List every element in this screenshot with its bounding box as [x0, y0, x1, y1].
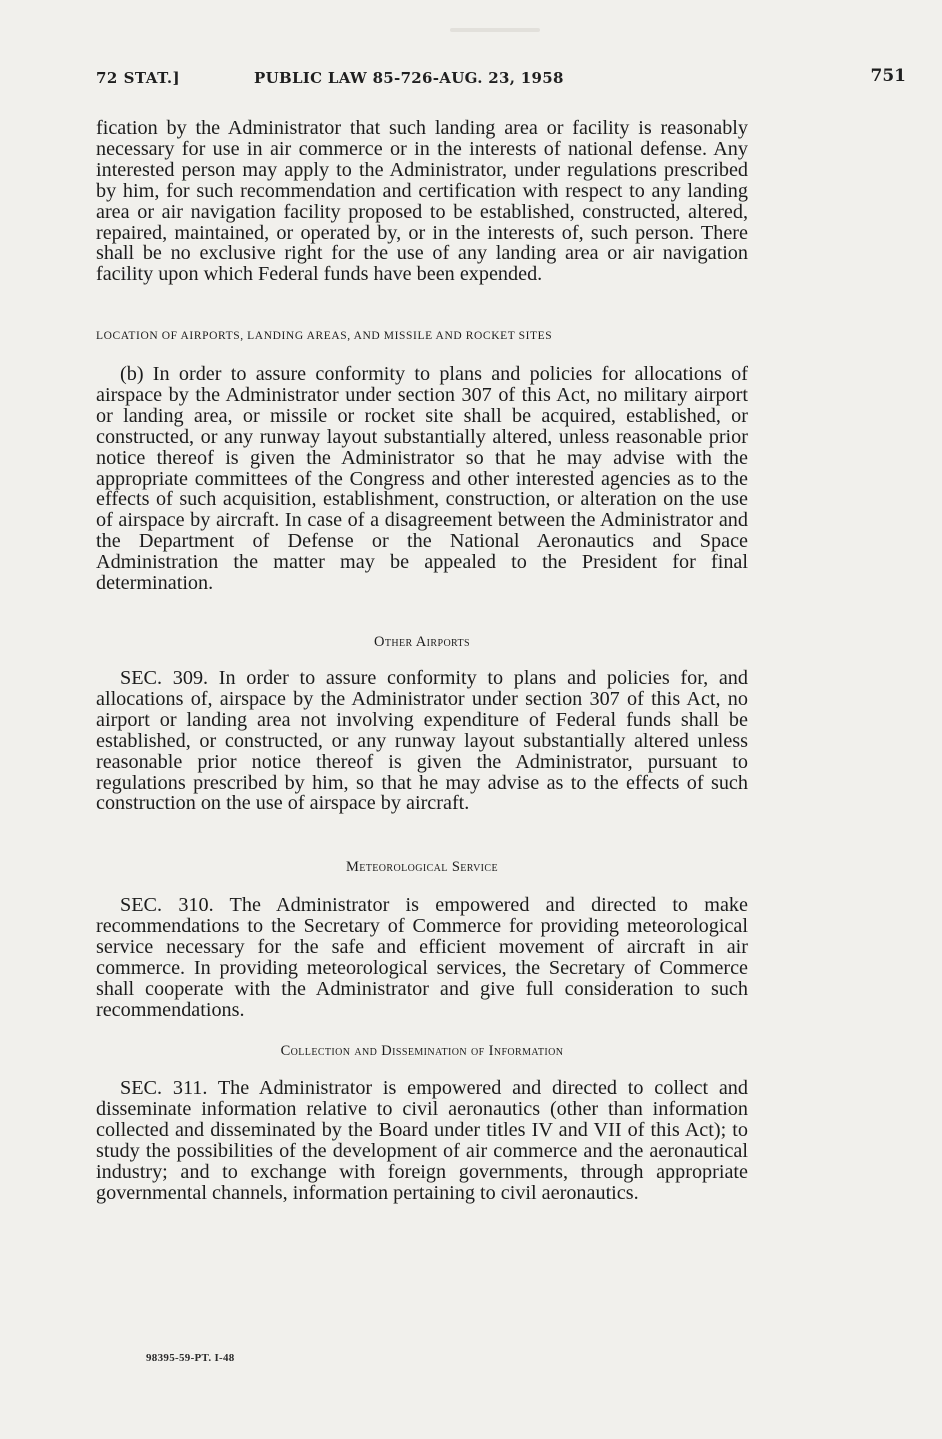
section-309	[96, 668, 748, 814]
heading-collection-dissemination: Collection and Dissemination of Information	[280, 1043, 564, 1059]
section-310	[96, 895, 748, 1020]
section-311	[96, 1078, 748, 1203]
volume-reference: 72 STAT.]	[96, 69, 181, 87]
heading-other-airports: Other Airports	[374, 634, 470, 650]
bleed-through-mark	[450, 28, 540, 32]
page-header	[96, 66, 906, 92]
section-310-text: SEC. 310. The Administrator is empowered and directed to make recommendations to the Secretary of Commerce for providing meteorological service necessary for the safe and efficient movement of aircraft in air commerce. In providing meteorological services, the Secretary of Commerce shall cooperate with the Administrator and give full consideration to such recommendations.	[96, 894, 748, 1021]
paragraph-intro	[96, 118, 748, 285]
section-311-text: SEC. 311. The Administrator is empowered and directed to collect and disseminate information relative to civil aeronautics (other than information collected and disseminated by the Board under titles IV and VII of this Act); to study the possibilities of the development of air commerce and the aeronautical industry; and to exchange with foreign governments, through appropriate governmental channels, information pertaining to civil aeronautics.	[96, 1077, 748, 1204]
heading-location: LOCATION OF AIRPORTS, LANDING AREAS, AND MISSILE AND ROCKET SITES	[96, 330, 553, 342]
paragraph-intro-text: fication by the Administrator that such landing area or facility is reasonably necessary for use in air commerce or in the interests of national defense. Any interested person may apply to the Administrator, under regulations prescribed by him, for such recommendation and certification with respect to any landing area or air navigation facility proposed to be established, constructed, altered, repaired, maintained, or operated by, or in the interests of, such person. There shall be no exclusive right for the use of any landing area or air navigation facility upon which Federal funds have been expended.	[96, 117, 748, 286]
section-309-text: SEC. 309. In order to assure conformity to plans and policies for, and allocations of, airspace by the Administrator under section 307 of this Act, no airport or landing area not involving expenditure of Federal funds shall be established, or constructed, or any runway layout substantially altered unless reasonable prior notice thereof is given the Administrator, pursuant to regulations prescribed by him, so that he may advise as to the effects of such construction on the use of airspace by aircraft.	[96, 667, 748, 815]
law-title: PUBLIC LAW 85-726-AUG. 23, 1958	[254, 69, 564, 87]
heading-meteorological-service: Meteorological Service	[345, 859, 498, 875]
paragraph-b-text: (b) In order to assure conformity to plans and policies for allocations of airspace by the Administrator under section 307 of this Act, no military airport or landing area, or missile or rocket site shall be acquired, established, or constructed, or any runway layout substantially altered, unless reasonable prior notice thereof is given the Administrator so that he may advise with the appropriate committees of the Congress and other interested agencies as to the effects of such acquisition, establishment, construction, or alteration on the use of airspace by aircraft. In case of a disagreement between the Administrator and the Department of Defense or the National Aeronautics and Space Administration the matter may be appealed to the President for final determination.	[96, 363, 748, 595]
page-footer-code: 98395-59-PT. I-48	[146, 1352, 235, 1364]
paragraph-b	[96, 364, 748, 594]
page-number: 751	[870, 66, 906, 86]
